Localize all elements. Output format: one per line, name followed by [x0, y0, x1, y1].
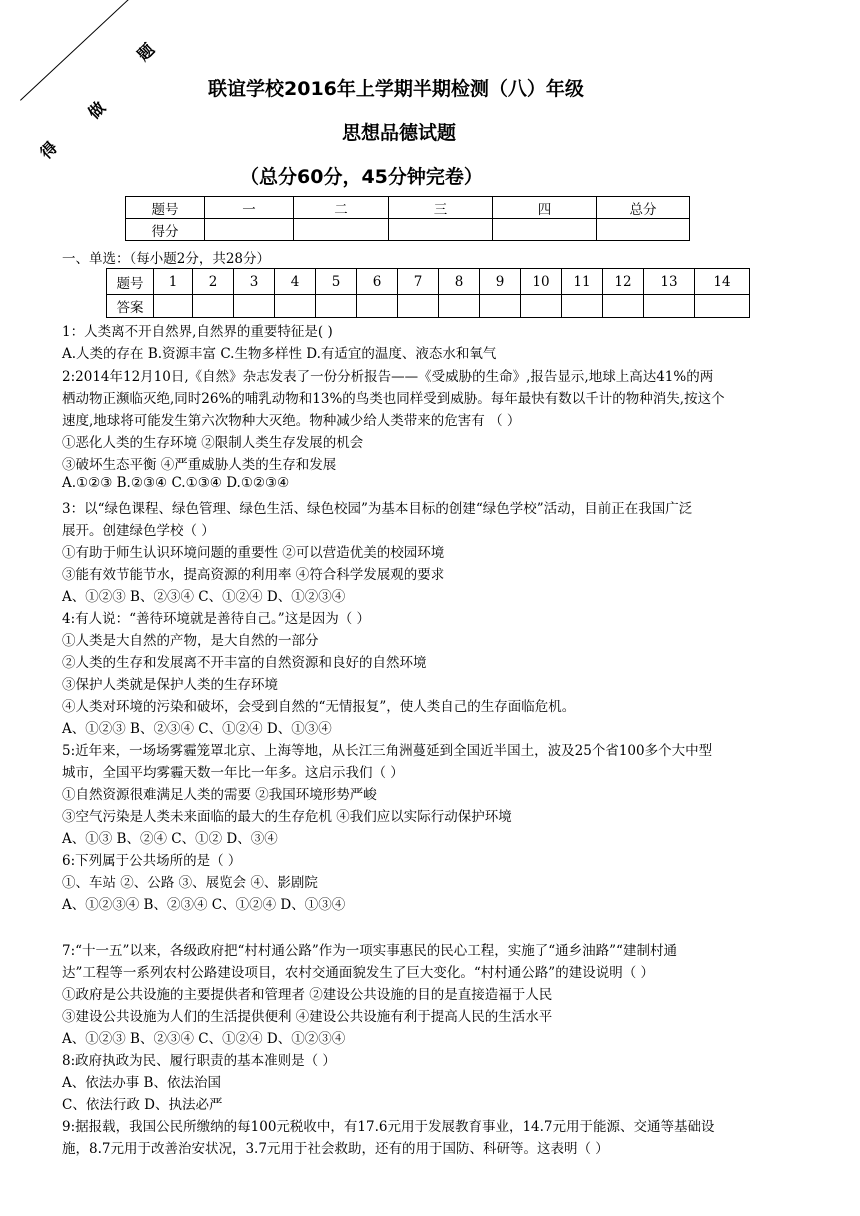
question-line: 8:政府执政为民、履行职责的基本准则是（ ） — [62, 1053, 336, 1069]
answer-table — [106, 268, 750, 318]
exam-title: 联谊学校2016年上学期半期检测（八）年级 — [208, 78, 584, 100]
question-line: 3：以“绿色课程、绿色管理、绿色生活、绿色校园”为基本目标的创建“绿色学校”活动，目前正在我国广泛 — [62, 501, 693, 517]
score-cell[interactable] — [493, 219, 597, 241]
question-line: ③保护人类就是保护人类的生存环境 — [62, 677, 278, 693]
question-line: ①人类是大自然的产物，是大自然的一部分 — [62, 633, 319, 649]
answer-cell[interactable] — [193, 295, 234, 318]
section-heading: 一、单选：（每小题2分，共28分） — [62, 251, 271, 267]
question-line: ④人类对环境的污染和破坏，会受到自然的“无情报复”，使人类自己的生存面临危机。 — [62, 699, 576, 715]
answer-cell[interactable] — [439, 295, 480, 318]
question-line: A、①②③④ B、②③④ C、①②④ D、①③④ — [62, 897, 346, 913]
answer-header-label: 题号 — [107, 269, 154, 295]
answer-cell[interactable] — [480, 295, 521, 318]
question-line: ②人类的生存和发展离不开丰富的自然资源和良好的自然环境 — [62, 655, 427, 671]
question-line: 2:2014年12月10日,《自然》杂志发表了一份分析报告——《受威胁的生命》,报告显示,地球上高达41%的两 — [62, 369, 714, 385]
question-line: 9:据报载，我国公民所缴纳的每100元税收中，有17.6元用于发展教育事业，14.7元用于能源、交通等基础设 — [62, 1119, 715, 1135]
answer-number: 1 — [154, 269, 193, 295]
score-cell[interactable] — [205, 219, 294, 241]
answer-cell[interactable] — [316, 295, 357, 318]
score-cell[interactable] — [389, 219, 493, 241]
answer-cell[interactable] — [562, 295, 603, 318]
answer-cell[interactable] — [398, 295, 439, 318]
question-line: A、①③ B、②④ C、①② D、③④ — [62, 831, 278, 847]
score-header: 三 — [389, 197, 493, 219]
question-line: 城市，全国平均雾霾天数一年比一年多。这启示我们（ ） — [62, 765, 404, 781]
question-line: 7:“十一五”以来，各级政府把“村村通公路”作为一项实事惠民的民心工程，实施了“通乡油路”“建制村通 — [62, 943, 677, 959]
answer-cell[interactable] — [695, 295, 750, 318]
answer-number: 12 — [603, 269, 644, 295]
question-line: 栖动物正濒临灭绝,同时26%的哺乳动物和13%的鸟类也同样受到威胁。每年最快有数以千计的物种消失,按这个 — [62, 391, 725, 407]
answer-number: 14 — [695, 269, 750, 295]
answer-cell[interactable] — [234, 295, 275, 318]
seal-line — [20, 0, 189, 101]
question-line: ①政府是公共设施的主要提供者和管理者 ②建设公共设施的目的是直接造福于人民 — [62, 987, 553, 1003]
question-line: ③建设公共设施为人们的生活提供便利 ④建设公共设施有利于提高人民的生活水平 — [62, 1009, 553, 1025]
question-line: 达”工程等一系列农村公路建设项目，农村交通面貌发生了巨大变化。“村村通公路”的建设说明（ ） — [62, 965, 654, 981]
score-cell[interactable] — [597, 219, 690, 241]
answer-number: 5 — [316, 269, 357, 295]
question-line: ③能有效节能节水，提高资源的利用率 ④符合科学发展观的要求 — [62, 567, 445, 583]
question-line: 5:近年来，一场场雾霾笼罩北京、上海等地，从长江三角洲蔓延到全国近半国土，波及25个省100多个大中型 — [62, 743, 713, 759]
exam-subject: 思想品德试题 — [342, 122, 457, 144]
question-line: 施，8.7元用于改善治安状况，3.7元用于社会救助，还有的用于国防、科研等。这表明（ ） — [62, 1141, 609, 1157]
answer-number: 13 — [644, 269, 695, 295]
seal-char-3: 题 — [133, 39, 159, 65]
question-line: 4:有人说：“善待环境就是善待自己。”这是因为（ ） — [62, 611, 370, 627]
score-header: 一 — [205, 197, 294, 219]
question-line: ①恶化人类的生存环境 ②限制人类生存发展的机会 — [62, 435, 364, 451]
answer-cell[interactable] — [644, 295, 695, 318]
exam-score-time: （总分60分，45分钟完卷） — [240, 166, 483, 188]
score-row-label: 得分 — [126, 219, 205, 241]
question-line: A、①②③ B、②③④ C、①②④ D、①②③④ — [62, 589, 346, 605]
seal-char-2: 做 — [84, 97, 110, 123]
answer-cell[interactable] — [357, 295, 398, 318]
answer-row-label: 答案 — [107, 295, 154, 318]
answer-number: 3 — [234, 269, 275, 295]
question-line: 展开。创建绿色学校（ ） — [62, 523, 215, 539]
answer-number: 9 — [480, 269, 521, 295]
question-line: A.人类的存在 B.资源丰富 C.生物多样性 D.有适宜的温度、液态水和氧气 — [62, 346, 497, 362]
seal-char-1: 得 — [36, 137, 62, 163]
score-table — [125, 196, 690, 241]
answer-number: 11 — [562, 269, 603, 295]
question-line: C、依法行政 D、执法必严 — [62, 1097, 223, 1113]
answer-cell[interactable] — [603, 295, 644, 318]
question-line: ①有助于师生认识环境问题的重要性 ②可以营造优美的校园环境 — [62, 545, 445, 561]
answer-cell[interactable] — [521, 295, 562, 318]
question-line: 1：人类离不开自然界,自然界的重要特征是( ) — [62, 324, 333, 340]
question-line: ①、车站 ②、公路 ③、展览会 ④、影剧院 — [62, 875, 318, 891]
score-header: 二 — [294, 197, 389, 219]
question-line: ③空气污染是人类未来面临的最大的生存危机 ④我们应以实际行动保护环境 — [62, 809, 512, 825]
answer-number: 8 — [439, 269, 480, 295]
question-line: ③破坏生态平衡 ④严重威胁人类的生存和发展 — [62, 457, 337, 473]
answer-number: 4 — [275, 269, 316, 295]
answer-cell[interactable] — [154, 295, 193, 318]
question-line: A、依法办事 B、依法治国 — [62, 1075, 221, 1091]
answer-cell[interactable] — [275, 295, 316, 318]
question-line: ①自然资源很难满足人类的需要 ②我国环境形势严峻 — [62, 787, 377, 803]
score-header: 题号 — [126, 197, 205, 219]
question-line: 6:下列属于公共场所的是（ ） — [62, 853, 242, 869]
answer-number: 6 — [357, 269, 398, 295]
question-line: 速度,地球将可能发生第六次物种大灭绝。物种减少给人类带来的危害有 （ ） — [62, 413, 521, 429]
score-header: 四 — [493, 197, 597, 219]
question-line: A、①②③ B、②③④ C、①②④ D、①③④ — [62, 721, 332, 737]
question-line: A.①②③ B.②③④ C.①③④ D.①②③④ — [62, 475, 290, 491]
score-cell[interactable] — [294, 219, 389, 241]
answer-number: 2 — [193, 269, 234, 295]
question-line: A、①②③ B、②③④ C、①②④ D、①②③④ — [62, 1031, 346, 1047]
answer-number: 10 — [521, 269, 562, 295]
score-header: 总分 — [597, 197, 690, 219]
answer-number: 7 — [398, 269, 439, 295]
